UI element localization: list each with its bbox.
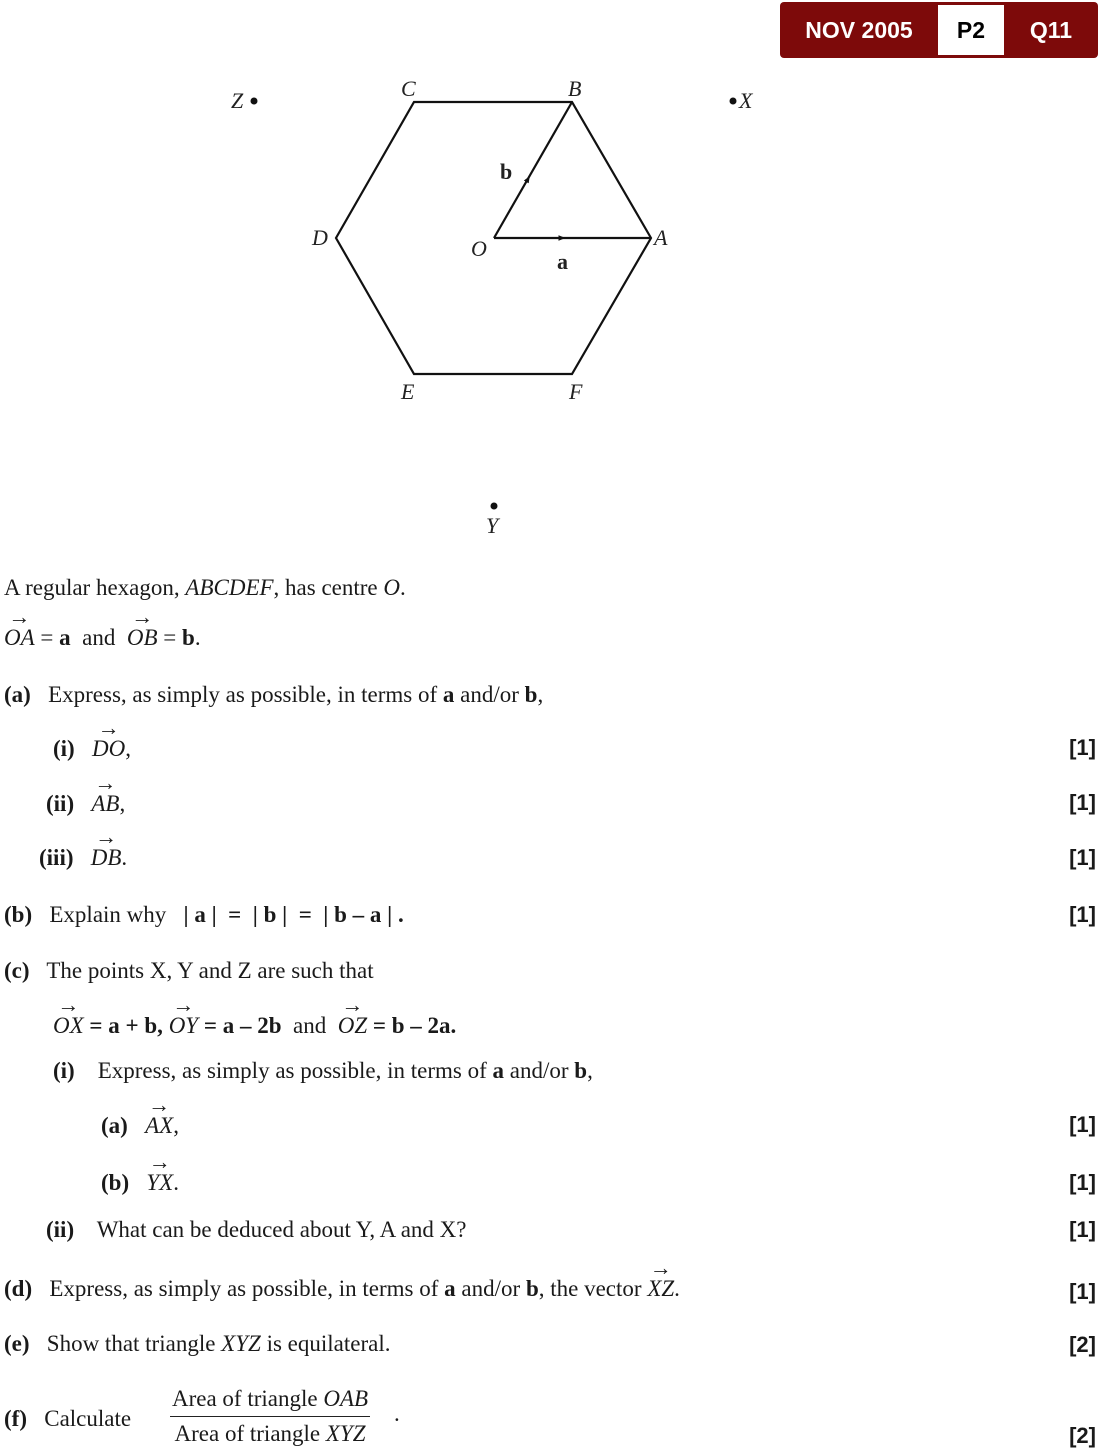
punct: . — [173, 1170, 179, 1195]
triangle-name: OAB — [323, 1386, 369, 1411]
prompt-text: The points X, Y and Z are such that — [46, 958, 374, 983]
prompt-text: What can be deduced about Y, A and X? — [96, 1217, 467, 1242]
punct: , — [119, 791, 126, 816]
vector-oz: → OZ — [338, 1014, 367, 1037]
punct: , — [537, 682, 544, 707]
prompt-text: Explain why — [49, 902, 167, 927]
punct: , — [125, 736, 131, 761]
part-c-definitions — [53, 1014, 456, 1037]
prompt-text: Express, as simply as possible, in terms of — [48, 682, 443, 707]
vector-b-arrowhead — [521, 179, 528, 191]
part-a-iii — [39, 846, 127, 869]
vector-yx: → YX — [146, 1171, 173, 1194]
vector-oa: → OA — [4, 626, 35, 649]
bold-a: a — [492, 1058, 505, 1083]
part-c-ii — [46, 1218, 467, 1241]
vector-db: → DB — [91, 846, 122, 869]
marks-b: [1] — [1069, 902, 1096, 927]
vertex-label-e: E — [401, 379, 415, 404]
part-label: (d) — [4, 1276, 33, 1301]
denominator-text: Area of triangle — [174, 1421, 326, 1446]
vertex-label-c: C — [401, 76, 416, 101]
vector-do: → DO — [92, 737, 125, 760]
sub-label: (iii) — [39, 845, 74, 870]
marks-a-i: [1] — [1069, 735, 1096, 760]
bold-b: b — [574, 1058, 588, 1083]
marks-c-ii: [1] — [1069, 1217, 1096, 1242]
and-text: and — [82, 625, 116, 650]
fraction-numerator — [170, 1386, 370, 1417]
punct: , — [587, 1058, 593, 1083]
sub-label: (ii) — [46, 1217, 75, 1242]
paper-number: P2 — [938, 5, 1004, 55]
modulus-expression: | a | = | b | = | b – a | . — [183, 902, 404, 927]
prompt-text: , the vector — [538, 1276, 648, 1301]
vector-ob: → OB — [127, 626, 158, 649]
vector-ox: → OX — [53, 1014, 84, 1037]
bold-a: a — [59, 625, 71, 650]
sub-label: (a) — [101, 1113, 128, 1138]
prompt-text: and/or — [454, 682, 525, 707]
part-d-prompt — [4, 1277, 680, 1300]
part-c-i-b — [101, 1171, 179, 1194]
part-a-i — [53, 737, 131, 760]
hexagon-name: ABCDEF — [185, 575, 274, 600]
point-label-x: X — [739, 88, 753, 113]
part-c-i-a — [101, 1114, 179, 1137]
punct: . — [674, 1276, 680, 1301]
exam-session: NOV 2005 — [805, 16, 913, 43]
part-c-prompt — [4, 959, 374, 982]
vector-xz: → XZ — [647, 1277, 674, 1300]
prompt-text: Express, as simply as possible, in terms of — [97, 1058, 493, 1083]
triangle-name: XYZ — [221, 1331, 261, 1356]
marks-c-i-b: [1] — [1069, 1170, 1096, 1195]
bold-b: b — [182, 625, 195, 650]
sub-label: (i) — [53, 1058, 75, 1083]
question-number: Q11 — [1029, 16, 1073, 43]
prompt-text: and/or — [455, 1276, 526, 1301]
point-label-z: Z — [231, 88, 244, 113]
part-e-prompt — [4, 1332, 390, 1355]
fraction-denominator — [170, 1417, 370, 1447]
marks-d: [1] — [1069, 1279, 1096, 1304]
vector-ax: → AX — [145, 1114, 173, 1137]
point-y-dot — [491, 503, 498, 510]
part-a-prompt — [4, 683, 543, 706]
and-text: and — [293, 1013, 327, 1038]
vertex-label-d: D — [312, 225, 328, 250]
vector-value: = a – 2b — [198, 1013, 282, 1038]
centre-label-o: O — [471, 236, 487, 261]
prompt-text: Calculate — [44, 1406, 132, 1431]
punct: , — [173, 1113, 179, 1138]
numerator-text: Area of triangle — [172, 1386, 324, 1411]
vector-oy: → OY — [169, 1014, 198, 1037]
centre-name: O — [383, 575, 401, 600]
point-label-y: Y — [486, 513, 499, 538]
intro-text: . — [400, 575, 406, 600]
sub-label: (b) — [101, 1170, 130, 1195]
intro-text: , has centre — [273, 575, 384, 600]
part-c-i-prompt — [53, 1059, 593, 1082]
bold-a: a — [442, 682, 455, 707]
fraction-period: . — [394, 1401, 400, 1426]
equals-sign: = — [34, 625, 60, 650]
point-z-dot — [251, 98, 258, 105]
part-label: (f) — [4, 1406, 27, 1431]
intro-line — [4, 576, 406, 599]
marks-a-iii: [1] — [1069, 845, 1096, 870]
marks-f: [2] — [1069, 1423, 1096, 1448]
prompt-text: and/or — [504, 1058, 575, 1083]
part-b-prompt — [4, 903, 404, 926]
vector-label-a: a — [557, 249, 568, 274]
part-label: (c) — [4, 958, 30, 983]
period: . — [194, 625, 201, 650]
triangle-name: XYZ — [325, 1421, 366, 1446]
bold-b: b — [524, 682, 538, 707]
prompt-text: Express, as simply as possible, in terms of — [49, 1276, 445, 1301]
intro-text: A regular hexagon, — [4, 575, 186, 600]
point-x-dot — [730, 98, 737, 105]
part-a-ii — [46, 792, 125, 815]
part-label: (e) — [4, 1331, 30, 1356]
hexagon-diagram — [0, 0, 1100, 560]
vertex-label-b: B — [568, 76, 582, 101]
vertex-label-a: A — [654, 225, 668, 250]
marks-c-i-a: [1] — [1069, 1112, 1096, 1137]
vector-ab: → AB — [91, 792, 119, 815]
bold-a: a — [444, 1276, 456, 1301]
sub-label: (ii) — [46, 791, 75, 816]
prompt-text: is equilateral. — [260, 1331, 391, 1356]
vector-label-b: b — [500, 159, 513, 184]
vector-definitions — [4, 626, 201, 649]
marks-e: [2] — [1069, 1332, 1096, 1357]
part-label: (a) — [4, 682, 31, 707]
vector-value: = a + b, — [83, 1013, 169, 1038]
equals-sign: = — [157, 625, 183, 650]
marks-a-ii: [1] — [1069, 790, 1096, 815]
vertex-label-f: F — [569, 379, 583, 404]
vector-value: = b – 2a. — [367, 1013, 457, 1038]
bold-b: b — [525, 1276, 539, 1301]
prompt-text: Show that triangle — [46, 1331, 222, 1356]
part-label: (b) — [4, 902, 33, 927]
part-f-prompt — [4, 1407, 131, 1430]
sub-label: (i) — [53, 736, 75, 761]
area-ratio-fraction — [170, 1386, 370, 1447]
punct: . — [121, 845, 128, 870]
